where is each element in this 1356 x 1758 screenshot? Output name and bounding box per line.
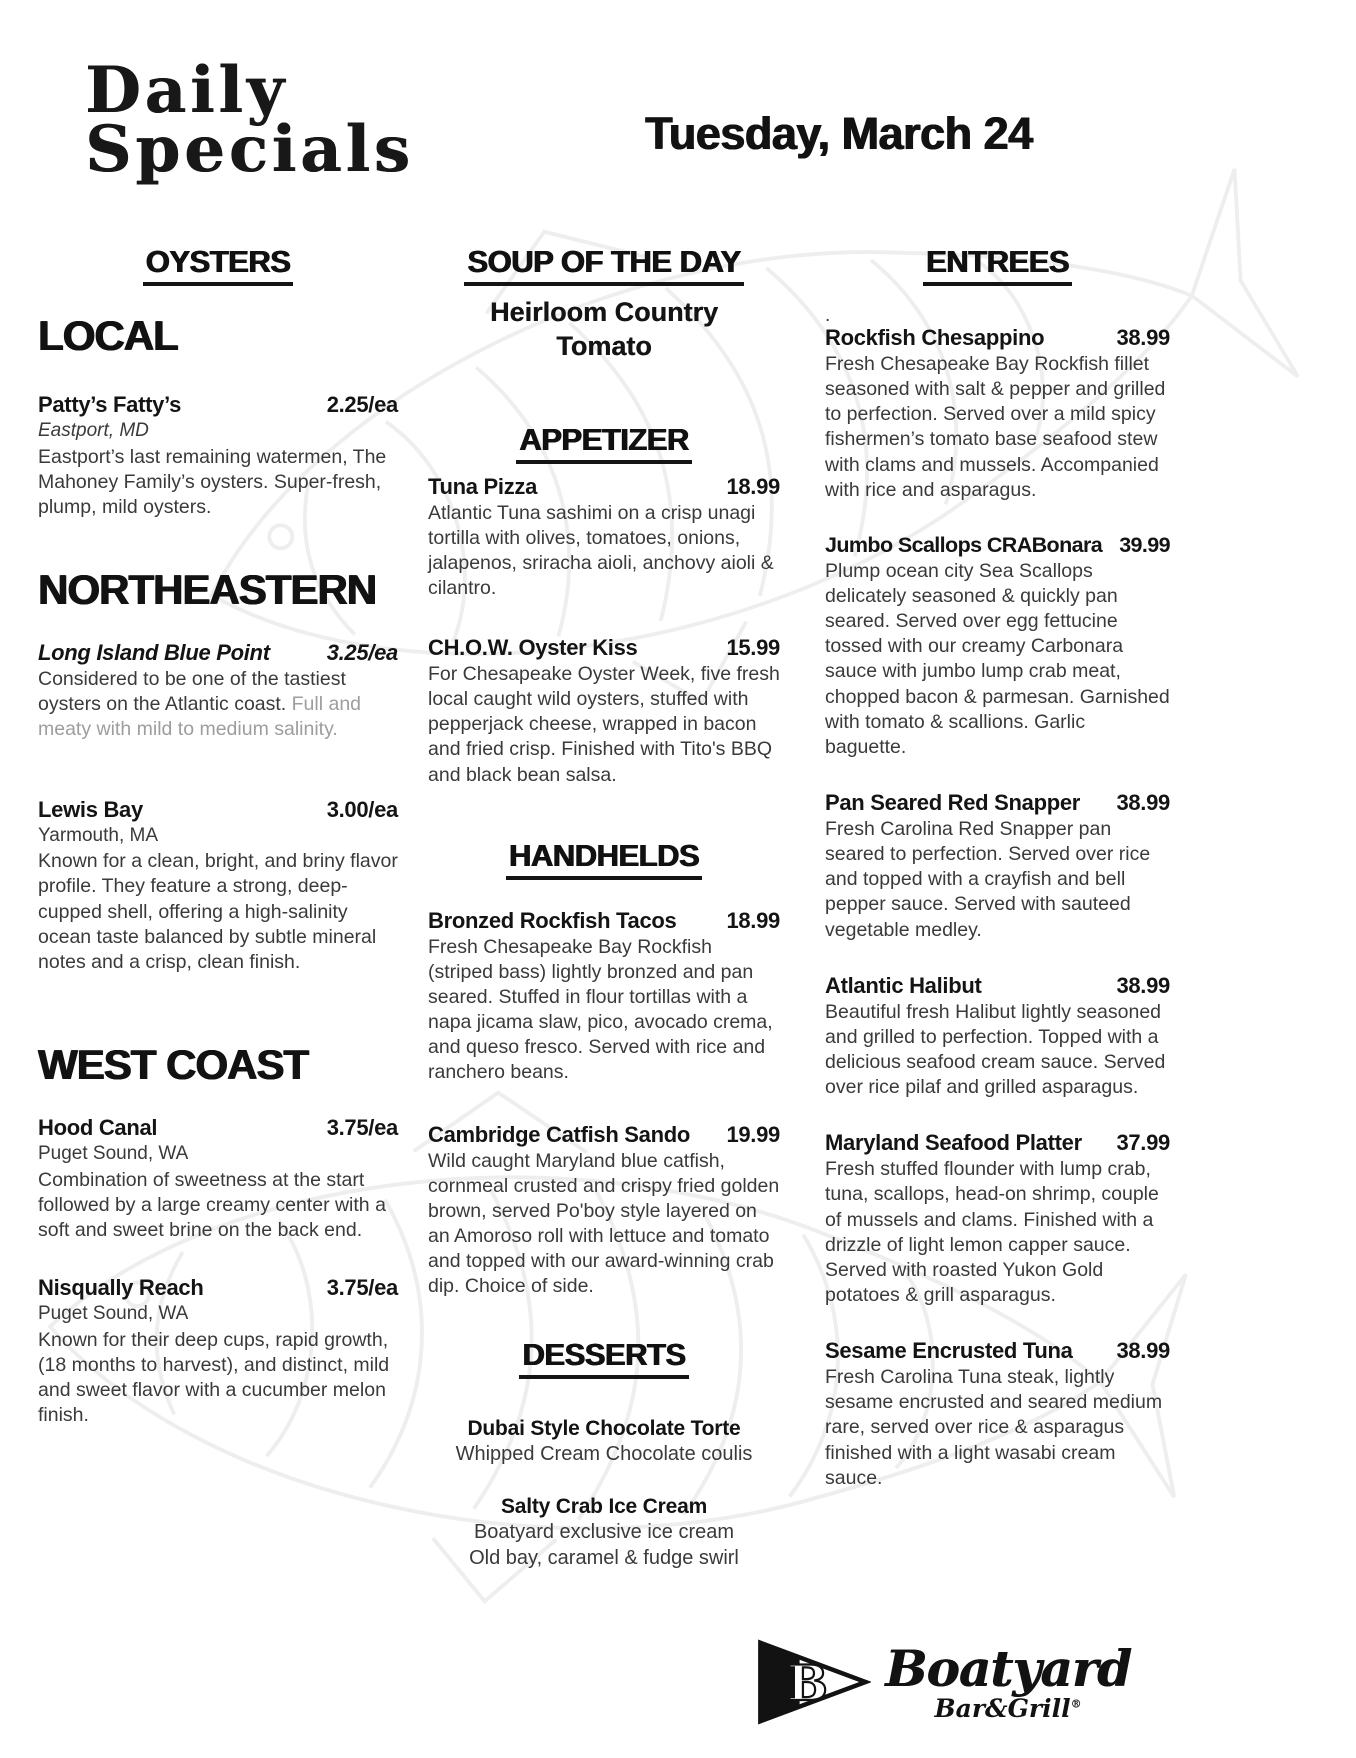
item-origin: Puget Sound, WA — [38, 1142, 189, 1164]
menu-columns — [38, 244, 1356, 1571]
menu-item-salty-crab-ice-cream — [428, 1495, 780, 1571]
item-description: Wild caught Maryland blue catfish, cornmeal crusted and crispy fried golden brown, served Po'boy style layered on an Amoroso roll with lettuce and tomato and topped with our award-winning crab dip. Choice of side. — [428, 1149, 780, 1298]
item-price: 18.99 — [726, 907, 780, 933]
item-name: Sesame Encrusted Tuna — [825, 1338, 1073, 1364]
item-description: Plump ocean city Sea Scallops delicately seasoned & quickly pan seared. Served over egg fettucine tossed with our creamy Carbonara sauce with jumbo lump crab meat, chopped bacon & parmesan. Garnished with tomato & scallions. Garlic baguette. — [825, 559, 1170, 758]
item-price: 39.99 — [1119, 532, 1170, 557]
item-name: CH.O.W. Oyster Kiss — [428, 635, 638, 661]
boatyard-logo-text — [885, 1638, 1131, 1723]
menu-item-hood-canal — [38, 1115, 398, 1243]
boatyard-logo — [755, 1636, 1131, 1728]
item-description: Boatyard exclusive ice cream — [473, 1521, 735, 1544]
item-price: 15.99 — [726, 635, 780, 661]
boatyard-logo-subtitle — [885, 1693, 1131, 1723]
entrees-column — [825, 244, 1170, 1571]
menu-item-nisqually-reach — [38, 1275, 398, 1428]
item-origin: Eastport, MD — [38, 420, 149, 441]
item-price: 38.99 — [1116, 1338, 1170, 1364]
item-description-dark: Considered to be one of the tastiest oysters on the Atlantic coast. — [38, 668, 346, 716]
item-name: Long Island Blue Point — [38, 640, 270, 666]
menu-item-atlantic-halibut — [825, 973, 1170, 1101]
item-price: 19.99 — [726, 1121, 780, 1147]
menu-item-maryland-seafood-platter — [825, 1130, 1170, 1308]
entrees-heading: ENTREES — [923, 244, 1072, 286]
item-price: 18.99 — [726, 473, 780, 499]
item-description: Fresh Chesapeake Bay Rockfish (striped bass) lightly bronzed and pan seared. Stuffed in flour tortillas with a napa jicama slaw, pico, avocado crema, and queso fresco. Served with rice and ranchero beans. — [428, 935, 773, 1084]
pennant-letter: B — [787, 1655, 828, 1712]
item-description: Whipped Cream Chocolate coulis — [455, 1443, 753, 1466]
registered-trademark-symbol: ® — [1070, 1697, 1082, 1711]
menu-date: Tuesday, March 24 — [645, 108, 1033, 159]
item-description: Fresh Carolina Red Snapper pan seared to perfection. Served over rice and topped with a crayfish and bell pepper sauce. Served with sauteed vegetable medley. — [825, 817, 1151, 941]
menu-item-pan-seared-red-snapper — [825, 790, 1170, 943]
appetizer-heading: APPETIZER — [516, 422, 691, 464]
item-name: Lewis Bay — [38, 796, 143, 822]
menu-item-chow-oyster-kiss — [428, 635, 780, 788]
item-description: For Chesapeake Oyster Week, five fresh local caught wild oysters, stuffed with pepperjack cheese, wrapped in bacon and fried crisp. Finished with Tito's BBQ and black bean salsa. — [428, 663, 780, 786]
item-price: 38.99 — [1116, 325, 1170, 350]
item-name: Pan Seared Red Snapper — [825, 789, 1081, 815]
soup-heading: SOUP OF THE DAY — [464, 244, 743, 286]
boatyard-pennant-icon — [755, 1636, 871, 1728]
item-name: Cambridge Catfish Sando — [428, 1121, 691, 1147]
local-section-title: LOCAL — [38, 312, 178, 359]
item-name: Hood Canal — [38, 1114, 158, 1140]
item-description: Combination of sweetness at the start followed by a large creamy center with a soft and sweet brine on the back end. — [38, 1168, 386, 1241]
item-description: Fresh Chesapeake Bay Rockfish fillet seasoned with salt & pepper and grilled to perfection. Served over a mild spicy fishermen’s tomato base seafood stew with clams and mussels. Accompanied with rice and asparagus. — [825, 353, 1166, 501]
item-name: Bronzed Rockfish Tacos — [428, 907, 677, 933]
item-description — [38, 667, 398, 742]
item-description: Eastport’s last remaining watermen, The Mahoney Family’s oysters. Super-fresh, plump, mild oysters. — [38, 445, 387, 518]
menu-item-lewis-bay — [38, 797, 398, 975]
item-price: 37.99 — [1116, 1130, 1170, 1156]
boatyard-logo-subtitle-text: Bar&Grill — [934, 1693, 1071, 1723]
oysters-heading: OYSTERS — [143, 244, 294, 286]
item-description: Fresh Carolina Tuna steak, lightly sesame encrusted and seared medium rare, served over rice & asparagus finished with a light wasabi cream sauce. — [825, 1366, 1163, 1489]
page-title-line2: Specials — [85, 111, 414, 187]
item-price: 3.75/ea — [326, 1275, 398, 1301]
menu-header — [0, 0, 1356, 212]
boatyard-logo-name: Boatyard — [885, 1638, 1131, 1698]
menu-item-tuna-pizza — [428, 474, 780, 602]
item-name: Maryland Seafood Platter — [825, 1130, 1082, 1156]
menu-item-long-island-blue-point — [38, 640, 398, 742]
oysters-column — [38, 244, 398, 1571]
item-description: Old bay, caramel & fudge swirl — [469, 1547, 739, 1570]
west-coast-section-title: WEST COAST — [38, 1040, 308, 1088]
item-origin: Puget Sound, WA — [38, 1303, 189, 1325]
entrees-stray-dot: . — [825, 305, 831, 326]
item-price: 3.25/ea — [326, 640, 398, 666]
item-description: Known for a clean, bright, and briny flavor profile. They feature a strong, deep-cupped shell, offering a high-salinity ocean taste balanced by subtle mineral notes and a crisp, clean finish. — [38, 850, 398, 973]
handhelds-heading: HANDHELDS — [506, 838, 702, 880]
item-name: Patty’s Fatty’s — [38, 392, 182, 417]
item-price: 3.00/ea — [326, 796, 398, 822]
item-name: Tuna Pizza — [428, 473, 538, 499]
item-name: Atlantic Halibut — [825, 972, 982, 998]
item-description: Fresh stuffed flounder with lump crab, tuna, scallops, head-on shrimp, couple of mussels and clams. Finished with a drizzle of light lemon capper sauce. Served with roasted Yukon Gold potatoes & grill asparagus. — [825, 1158, 1159, 1306]
soup-name: Heirloom Country Tomato — [489, 297, 718, 361]
menu-item-sesame-encrusted-tuna — [825, 1338, 1170, 1491]
northeastern-section-title: NORTHEASTERN — [38, 566, 377, 614]
page-title-line1: Daily — [85, 53, 288, 128]
item-price: 3.75/ea — [326, 1114, 398, 1140]
item-name: Jumbo Scallops CRABonara — [825, 532, 1103, 557]
item-description: Known for their deep cups, rapid growth, (18 months to harvest), and distinct, mild and sweet flavor with a cucumber melon finish. — [38, 1328, 390, 1427]
item-name: Dubai Style Chocolate Torte — [467, 1417, 741, 1441]
item-name: Salty Crab Ice Cream — [500, 1495, 708, 1519]
item-price: 2.25/ea — [326, 392, 398, 417]
item-price: 38.99 — [1116, 972, 1170, 998]
item-description-muted: Full and meaty with mild to medium salinity. — [38, 693, 362, 741]
menu-item-pattys-fattys — [38, 392, 398, 520]
item-name: Nisqually Reach — [38, 1275, 204, 1301]
middle-column — [428, 244, 780, 1571]
item-description: Atlantic Tuna sashimi on a crisp unagi tortilla with olives, tomatoes, onions, jalapenos, sriracha aioli, anchovy aioli & cilantro. — [428, 501, 774, 599]
item-origin: Yarmouth, MA — [38, 824, 159, 846]
item-name: Rockfish Chesappino — [825, 325, 1045, 350]
item-price: 38.99 — [1116, 789, 1170, 815]
item-description: Beautiful fresh Halibut lightly seasoned and grilled to perfection. Topped with a delicious seafood cream sauce. Served over rice pilaf and grilled asparagus. — [825, 1000, 1166, 1099]
menu-item-bronzed-rockfish-tacos — [428, 908, 780, 1086]
menu-item-dubai-chocolate-torte — [428, 1417, 780, 1467]
menu-item-cambridge-catfish-sando — [428, 1122, 780, 1300]
menu-item-jumbo-scallops-crabonara — [825, 533, 1170, 760]
desserts-heading: DESSERTS — [519, 1337, 688, 1379]
menu-item-rockfish-chesappino — [825, 325, 1170, 503]
